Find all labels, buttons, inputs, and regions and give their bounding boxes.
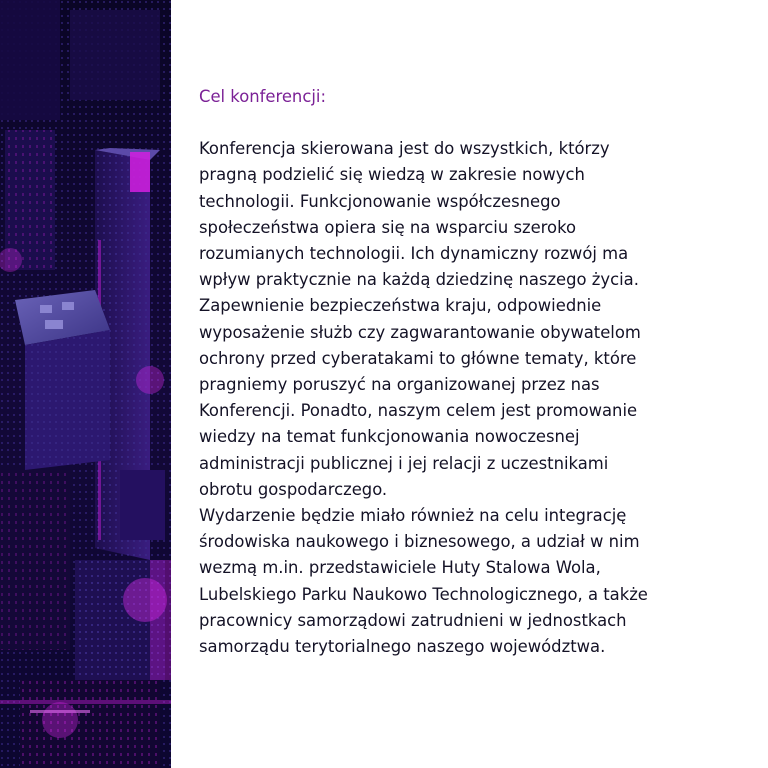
body-line: obrotu gospodarczego. (199, 479, 388, 499)
section-heading: Cel konferencji: (199, 87, 326, 106)
body-line: pragniemy poruszyć na organizowanej przez nas (199, 375, 600, 395)
body-line: Konferencja skierowana jest do wszystkich, którzy (199, 139, 610, 159)
conference-goal-section (199, 84, 739, 660)
body-line: pracownicy samorządowi zatrudnieni w jednostkach (199, 610, 627, 630)
city-aerial-photo-graphic (0, 0, 171, 768)
body-line: Lubelskiego Parku Naukowo Technologicznego, a także (199, 584, 648, 604)
body-line: pragną podzielić się wiedzą w zakresie nowych (199, 165, 585, 185)
city-aerial-photo (0, 0, 171, 768)
body-text (199, 136, 739, 660)
body-line: środowiska naukowego i biznesowego, a udział w nim (199, 532, 640, 552)
body-line: samorządu terytorialnego naszego województwa. (199, 637, 606, 657)
body-line: Konferencji. Ponadto, naszym celem jest promowanie (199, 401, 638, 421)
body-line: wezmą m.in. przedstawiciele Huty Stalowa Wola, (199, 558, 601, 578)
body-line: wiedzy na temat funkcjonowania nowoczesnej (199, 427, 580, 447)
body-line: rozumianych technologii. Ich dynamiczny rozwój ma (199, 244, 629, 264)
body-line: technologii. Funkcjonowanie współczesnego (199, 191, 561, 211)
body-line: Wydarzenie będzie miało również na celu integrację (199, 506, 627, 526)
body-line: ochrony przed cyberatakami to główne tematy, które (199, 348, 637, 368)
body-line: wpływ praktycznie na każdą dziedzinę naszego życia. (199, 270, 639, 290)
body-line: społeczeństwa opiera się na wsparciu szeroko (199, 217, 577, 237)
body-line: wyposażenie służb czy zagwarantowanie obywatelom (199, 322, 641, 342)
body-line: Zapewnienie bezpieczeństwa kraju, odpowiednie (199, 296, 602, 316)
body-line: administracji publicznej i jej relacji z uczestnikami (199, 453, 609, 473)
